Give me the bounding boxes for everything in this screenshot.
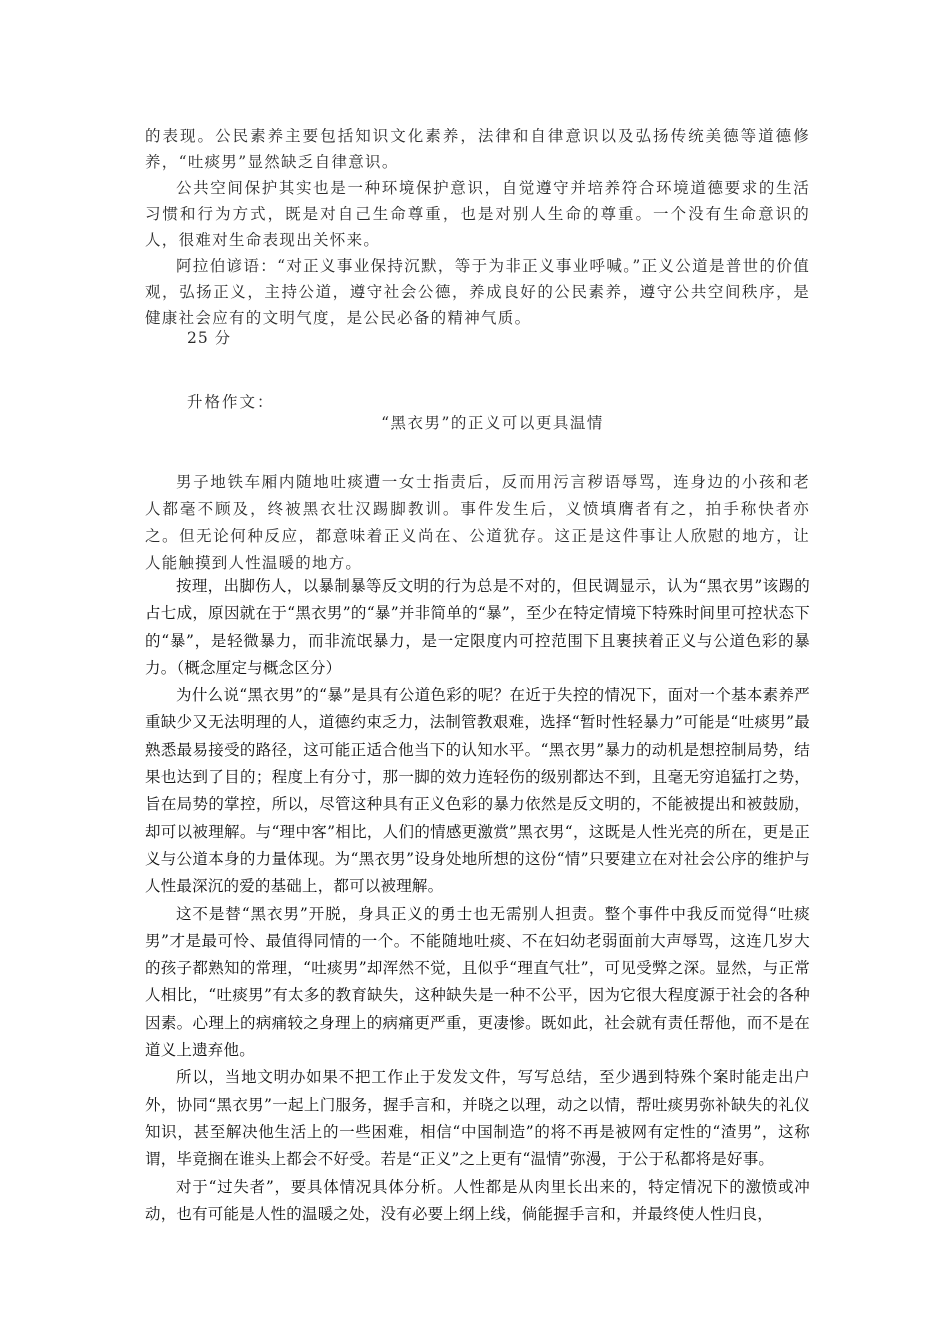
section-1 <box>145 123 810 331</box>
essay-paragraph-5: 对于“过失者”，要具体情况具体分析。人性都是从肉里长出来的，特定情况下的激愤或冲动，也有可能是人性的温暖之处，没有必要上纲上线，倘能握手言和，并最终使人性归良， <box>145 1177 810 1223</box>
essay-paragraph-1: 按理，出脚伤人，以暴制暴等反文明的行为总是不对的，但民调显示，认为“黑衣男”该踢的占七成，原因就在于“黑衣男”的“暴”并非简单的“暴”，至少在特定情境下特殊时间里可控状态下的“暴”，是轻微暴力，而非流氓暴力，是一定限度内可控范围下且裹挟着正义与公道色彩的暴力。（概念厘定与概念区分） <box>145 577 810 677</box>
essay-title: “黑衣男”的正义可以更具温情 <box>381 414 604 432</box>
section1-paragraph-1: 的表现。公民素养主要包括知识文化素养，法律和自律意识以及弘扬传统美德等道德修养，“吐痰男”显然缺乏自律意识。 <box>145 127 810 171</box>
score-label: 25 分 <box>187 329 232 347</box>
essay-body <box>145 573 810 1228</box>
section1-paragraph-2: 公共空间保护其实也是一种环境保护意识，自觉遵守并培养符合环境道德要求的生活习惯和行为方式，既是对自己生命尊重，也是对别人生命的尊重。一个没有生命意识的人，很难对生命表现出关怀来。 <box>145 179 810 249</box>
essay-paragraph-2: 为什么说“黑衣男”的“暴”是具有公道色彩的呢？在近于失控的情况下，面对一个基本素养严重缺少又无法明理的人，道德约束乏力，法制管教艰难，选择“暂时性轻暴力”可能是“吐痰男”最熟悉最易接受的路径，这可能正适合他当下的认知水平。“黑衣男”暴力的动机是想控制局势，结果也达到了目的；程度上有分寸，那一脚的效力连轻伤的级别都达不到，且毫无穷追猛打之势，旨在局势的掌控，所以，尽管这种具有正义色彩的暴力依然是反文明的，不能被提出和被鼓励，却可以被理解。与“理中客”相比，人们的情感更激赏”黑衣男“，这既是人性光亮的所在，更是正义与公道本身的力量体现。为“黑衣男”设身处地所想的这份“情”只要建立在对社会公序的维护与人性最深沉的爱的基础上，都可以被理解。 <box>145 686 810 896</box>
essay-paragraph-3: 这不是替“黑衣男”开脱，身具正义的勇士也无需别人担责。整个事件中我反而觉得“吐痰男”才是最可怜、最值得同情的一个。不能随地吐痰、不在妇幼老弱面前大声辱骂，这连几岁大的孩子都熟知的常理，“吐痰男”却浑然不觉，且似乎“理直气壮”，可见受弊之深。显然，与正常人相比，“吐痰男”有太多的教育缺失，这种缺失是一种不公平，因为它很大程度源于社会的各种因素。心理上的病痛较之身理上的病痛更严重，更凄惨。既如此，社会就有责任帮他，而不是在道义上遗弃他。 <box>145 904 810 1060</box>
essay-intro-paragraph: 男子地铁车厢内随地吐痰遭一女士指责后，反而用污言秽语辱骂，连身边的小孩和老人都毫不顾及，终被黑衣壮汉踢脚教训。事件发生后，义愤填膺者有之，拍手称快者亦之。但无论何种反应，都意味着正义尚在、公道犹存。这正是这件事让人欣慰的地方，让人能触摸到人性温暖的地方。 <box>145 473 810 572</box>
upgrade-essay-label: 升格作文： <box>187 393 275 411</box>
section1-paragraph-3: 阿拉伯谚语：“对正义事业保持沉默，等于为非正义事业呼喊。”正义公道是普世的价值观，弘扬正义，主持公道，遵守社会公德，养成良好的公民素养，遵守公共空间秩序，是健康社会应有的文明气度，是公民必备的精神气质。 <box>145 257 810 327</box>
essay-paragraph-4: 所以，当地文明办如果不把工作止于发发文件，写写总结，至少遇到特殊个案时能走出户外，协同“黑衣男”一起上门服务，握手言和，并晓之以理，动之以情，帮吐痰男弥补缺失的礼仪知识，甚至解决他生活上的一些困难，相信“中国制造”的将不再是被网有定性的“渣男”，这称谓，毕竟搁在谁头上都会不好受。若是“正义”之上更有“温情”弥漫，于公于私都将是好事。 <box>145 1068 810 1169</box>
essay-intro-block <box>145 469 810 577</box>
